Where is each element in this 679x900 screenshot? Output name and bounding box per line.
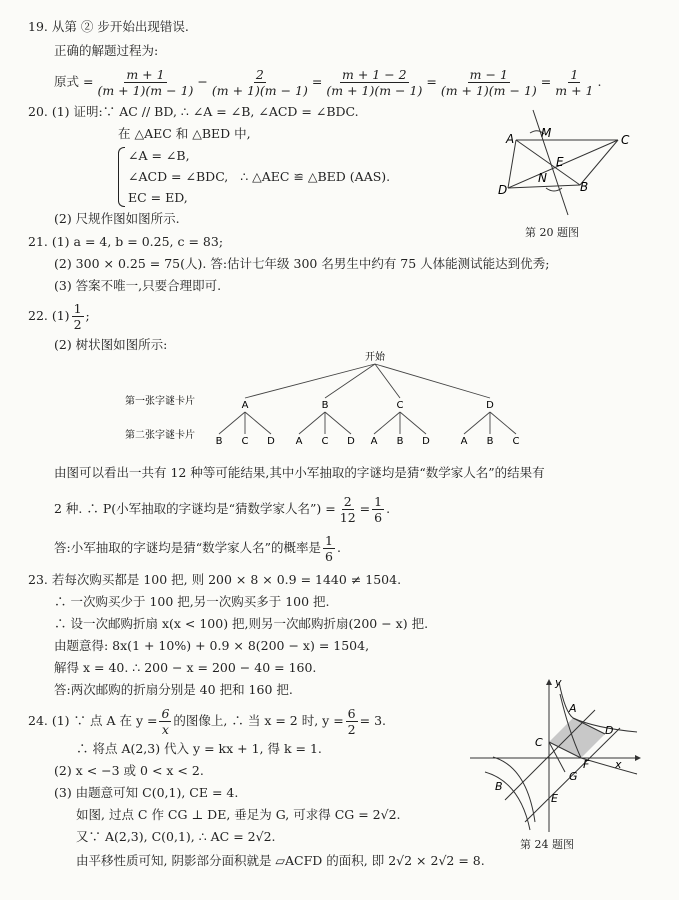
q19-frac3: $\frac{m + 1 - 2}{(m + 1)(m - 1)}$ (326, 66, 423, 98)
q24-caption: 第 24 题图 (520, 838, 574, 851)
q24-label-b: B (495, 780, 503, 793)
q24-label-c: C (535, 736, 543, 749)
q24-line4: (3) 由题意可知 C(0,1), CE = 4. (54, 785, 239, 800)
tree-level1-node: C (396, 400, 404, 411)
q19-line1: 19. 从第 ② 步开始出现错误. (28, 19, 189, 34)
q24-line1: 24. (1) ∵ 点 A 在 y = $\frac{6}{x}$ 的图像上, ∴ 当 x = 2 时, y = $\frac{6}{2}$ = 3. (28, 705, 386, 737)
q24-frac1: $\frac{6}{x}$ (161, 705, 170, 737)
q23-line1: 23. 若每次购买都是 100 把, 则 200 × 8 × 0.9 = 1440 ≠ 1504. (28, 572, 402, 587)
q24-line6: 又∵ A(2,3), C(0,1), ∴ AC = 2√2. (76, 829, 276, 844)
tree-root-label: 开始 (365, 352, 385, 363)
tree-branch (325, 412, 351, 434)
q24-label-a: A (569, 702, 577, 715)
q20-caption: 第 20 题图 (525, 226, 579, 239)
q24-frac2: $\frac{6}{2}$ (347, 705, 356, 737)
tree-branch (219, 412, 245, 434)
q22-frac3: $\frac{1}{6}$ (374, 493, 383, 525)
q24-label-f: F (583, 758, 590, 771)
tree-level2-node: A (295, 436, 303, 447)
q20-line1: 20. (1) 证明:∵ AC // BD, ∴ ∠A = ∠B, ∠ACD = ∠BDC. (28, 104, 359, 119)
tree-level2-node: A (370, 436, 378, 447)
q23-line5: 解得 x = 40. ∴ 200 − x = 200 − 40 = 160. (54, 660, 317, 675)
tree-level2-node: C (512, 436, 520, 447)
q20-label-b: B (580, 180, 589, 194)
q22-line3: 由图可以看出一共有 12 种等可能结果,其中小军抽取的字谜均是猜“数学家人名”的结果有 (54, 465, 545, 480)
q22-frac4: $\frac{1}{6}$ (325, 532, 333, 564)
q23-line4: 由题意得: 8x(1 + 10%) + 0.9 × 8(200 − x) = 1504, (54, 638, 370, 653)
q24-label-d: D (605, 724, 614, 737)
tree-branch (299, 412, 325, 434)
tree-level1-node: A (241, 400, 249, 411)
q24-line2: ∴ 将点 A(2,3) 代入 y = kx + 1, 得 k = 1. (76, 741, 322, 756)
tree-row2-label: 第二张字谜卡片 (125, 430, 195, 441)
q24-line3: (2) x < −3 或 0 < x < 2. (54, 763, 204, 778)
q24-figure (465, 672, 650, 837)
tree-level1-node: B (321, 400, 329, 411)
tree-level2-node: D (267, 436, 275, 447)
q20-label-d: D (498, 183, 508, 197)
q22-tree-diagram (125, 350, 545, 455)
tree-level2-node: B (215, 436, 223, 447)
q22-line1: 22. (1) $\frac{1}{2}$ ; (28, 300, 90, 332)
tree-level2-node: D (422, 436, 430, 447)
q22-line4: 2 种. ∴ P(小军抽取的字谜均是“猜数学家人名”) = $\frac{2}{12}$ = $\frac{1}{6}$ . (54, 493, 391, 525)
q24-line7: 由平移性质可知, 阴影部分面积就是 ▱ACFD 的面积, 即 2√2 × 2√2 = 8. (76, 853, 485, 868)
tree-level2-node: B (486, 436, 494, 447)
q19-line2: 正确的解题过程为: (54, 43, 159, 58)
tree-level2-node: D (347, 436, 355, 447)
tree-branch (400, 412, 426, 434)
q21-line3: (3) 答案不唯一,只要合理即可. (54, 278, 222, 293)
tree-level2-node: C (241, 436, 249, 447)
q19-frac5: $\frac{1}{m + 1}$ (555, 66, 594, 98)
q20-system-3: EC = ED, (128, 190, 188, 205)
q24-label-y: y (555, 676, 562, 689)
q20-system-1: ∠A = ∠B, (128, 148, 190, 163)
tree-branch (374, 412, 400, 434)
q20-system-2: ∠ACD = ∠BDC, ∴ △AEC ≌ △BED (AAS). (128, 169, 391, 184)
q22-line5: 答:小军抽取的字谜均是猜“数学家人名”的概率是 $\frac{1}{6}$ . (54, 532, 341, 564)
q24-label-x: x (615, 758, 622, 771)
tree-row1-label: 第一张字谜卡片 (125, 396, 195, 407)
q21-line1: 21. (1) a = 4, b = 0.25, c = 83; (28, 234, 224, 249)
tree-branch (464, 412, 490, 434)
tree-branch (245, 364, 375, 398)
tree-branch (490, 412, 516, 434)
tree-branch (245, 412, 271, 434)
tree-level2-node: B (396, 436, 404, 447)
q20-label-c: C (621, 133, 630, 147)
tree-branch (375, 364, 490, 398)
q19-equation: 原式 = $\frac{m + 1}{(m + 1)(m - 1)}$ − $\frac{2}{(m + 1)(m - 1)}$ = $\frac{m + 1 - 2}{(m + 1)(m - 1)}$ = $\frac{m - 1}{(m + 1)(m - 1)}$ = $\frac{1}{m + 1}$ . (54, 66, 602, 98)
q20-line3: (2) 尺规作图如图所示. (54, 211, 180, 226)
q20-line2: 在 △AEC 和 △BED 中, (118, 126, 251, 141)
q23-line6: 答:两次邮购的折扇分别是 40 把和 160 把. (54, 682, 293, 697)
q20-label-e: E (556, 155, 564, 169)
q20-figure (478, 100, 638, 225)
q24-label-e: E (551, 792, 558, 805)
q22-frac1: $\frac{1}{2}$ (73, 300, 82, 332)
q22-line2: (2) 树状图如图所示: (54, 337, 168, 352)
q22-frac2: $\frac{2}{12}$ (339, 493, 356, 525)
q23-line2: ∴ 一次购买少于 100 把,另一次购买多于 100 把. (54, 594, 330, 609)
tree-level2-node: A (460, 436, 468, 447)
tree-branch (375, 364, 400, 398)
q20-label-m: M (541, 126, 552, 140)
q19-frac2: $\frac{2}{(m + 1)(m - 1)}$ (211, 66, 308, 98)
q24-line5: 如图, 过点 C 作 CG ⊥ DE, 垂足为 G, 可求得 CG = 2√2. (76, 807, 401, 822)
q21-line2: (2) 300 × 0.25 = 75(人). 答:估计七年级 300 名男生中约有 75 人体能测试能达到优秀; (54, 256, 550, 271)
q19-frac1: $\frac{m + 1}{(m + 1)(m - 1)}$ (97, 66, 194, 98)
q20-system-brace (118, 147, 125, 207)
tree-level1-node: D (486, 400, 494, 411)
q23-line3: ∴ 设一次邮购折扇 x(x < 100) 把,则另一次邮购折扇(200 − x) 把. (54, 616, 429, 631)
tree-branch (325, 364, 375, 398)
q24-label-g: G (569, 770, 578, 783)
tree-level2-node: C (321, 436, 329, 447)
q20-label-n: N (538, 171, 547, 185)
q19-frac4: $\frac{m - 1}{(m + 1)(m - 1)}$ (440, 66, 537, 98)
q20-label-a: A (506, 132, 515, 146)
